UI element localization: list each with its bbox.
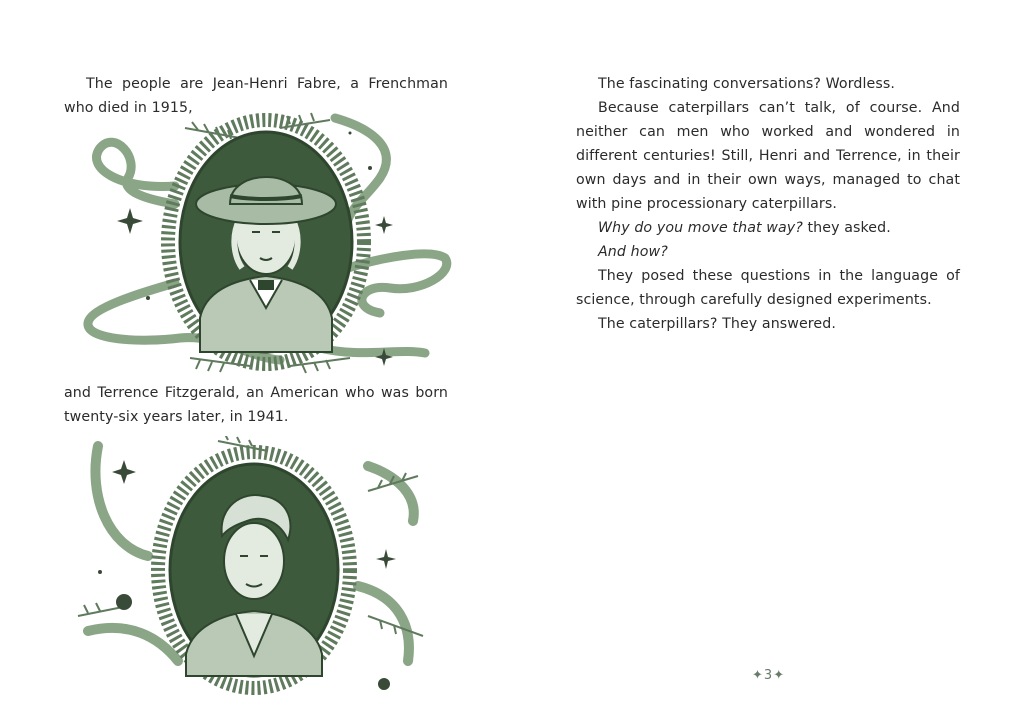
paragraph-cant-talk: Because caterpillars can’t talk, of course. And neither can men who worked and wondered in different centuries! Still, Henri and Terrence, in their own days and in their own ways, managed to chat with pine processionary caterpillars. [576,100,960,212]
paragraph-language-of-science: They posed these questions in the language of science, through carefully designed experiments. [576,268,960,308]
diamond-icon: ✦ [773,668,786,683]
paragraph-they-answered: The caterpillars? They answered. [598,316,836,332]
intro-paragraph-fabre: The people are Jean-Henri Fabre, a Frenchman who died in 1915, [64,76,448,116]
paragraph-why-move [576,216,960,240]
right-page-text [576,72,960,336]
intro-paragraph-fitzgerald: and Terrence Fitzgerald, an American who was born twenty-six years later, in 1941. [64,385,448,425]
page-number-value: 3 [763,668,774,683]
right-page [512,0,1024,724]
paragraph-wordless: The fascinating conversations? Wordless. [598,76,895,92]
question-why-move: Why do you move that way? [598,220,803,236]
page-number [752,668,784,683]
question-and-how: And how? [598,244,668,260]
fitzgerald-portrait-illustration [68,436,440,698]
they-asked-text: they asked. [802,220,891,236]
diamond-icon: ✦ [752,668,764,683]
fabre-portrait-illustration [80,108,452,378]
